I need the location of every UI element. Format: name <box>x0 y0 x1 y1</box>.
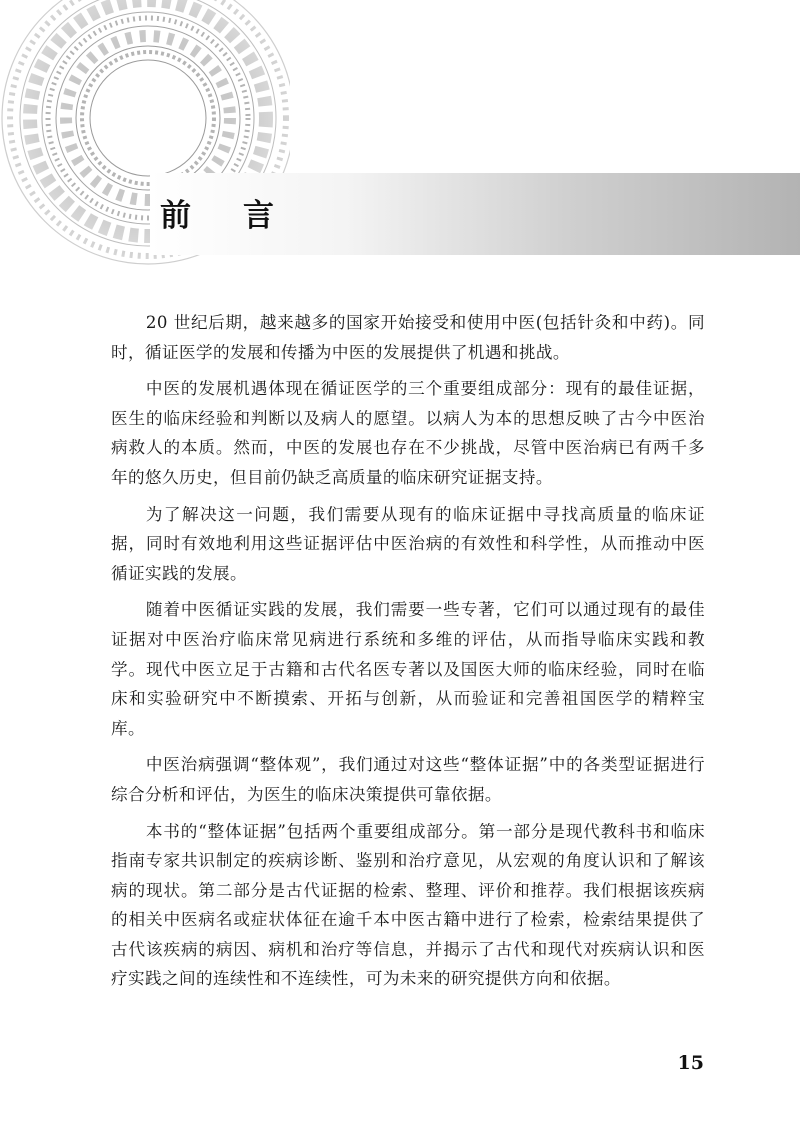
paragraph-6: 本书的“整体证据”包括两个重要组成部分。第一部分是现代教科书和临床指南专家共识制定的疾病诊断、鉴别和治疗意见，从宏观的角度认识和了解该病的现状。第二部分是古代证据的检索、整理、评价和推荐。我们根据该疾病的相关中医病名或症状体征在逾千本中医古籍中进行了检索，检索结果提供了古代该疾病的病因、病机和治疗等信息，并揭示了古代和现代对疾病认识和医疗实践之间的连续性和不连续性，可为未来的研究提供方向和依据。 <box>111 821 705 989</box>
body-text <box>111 308 705 1001</box>
title-char-1: 前 <box>160 198 191 234</box>
paragraph-5: 中医治病强调“整体观”，我们通过对这些“整体证据”中的各类型证据进行综合分析和评估，为医生的临床决策提供可靠依据。 <box>111 755 705 804</box>
page-title <box>160 196 274 236</box>
paragraph-2: 中医的发展机遇体现在循证医学的三个重要组成部分：现有的最佳证据，医生的临床经验和判断以及病人的愿望。以病人为本的思想反映了古今中医治病救人的本质。然而，中医的发展也存在不少挑战，尽管中医治病已有两千多年的悠久历史，但目前仍缺乏高质量的临床研究证据支持。 <box>111 379 705 487</box>
paragraph-3: 为了解决这一问题，我们需要从现有的临床证据中寻找高质量的临床证据，同时有效地利用这些证据评估中医治病的有效性和科学性，从而推动中医循证实践的发展。 <box>111 504 705 583</box>
page-number: 15 <box>677 1052 704 1074</box>
paragraph-4: 随着中医循证实践的发展，我们需要一些专著，它们可以通过现有的最佳证据对中医治疗临床常见病进行系统和多维的评估，从而指导临床实践和教学。现代中医立足于古籍和古代名医专著以及国医大师的临床经验，同时在临床和实验研究中不断摸索、开拓与创新，从而验证和完善祖国医学的精粹宝库。 <box>111 600 705 738</box>
title-char-2: 言 <box>243 198 274 234</box>
paragraph-1: 20 世纪后期，越来越多的国家开始接受和使用中医(包括针灸和中药)。同时，循证医学的发展和传播为中医的发展提供了机遇和挑战。 <box>111 313 705 362</box>
